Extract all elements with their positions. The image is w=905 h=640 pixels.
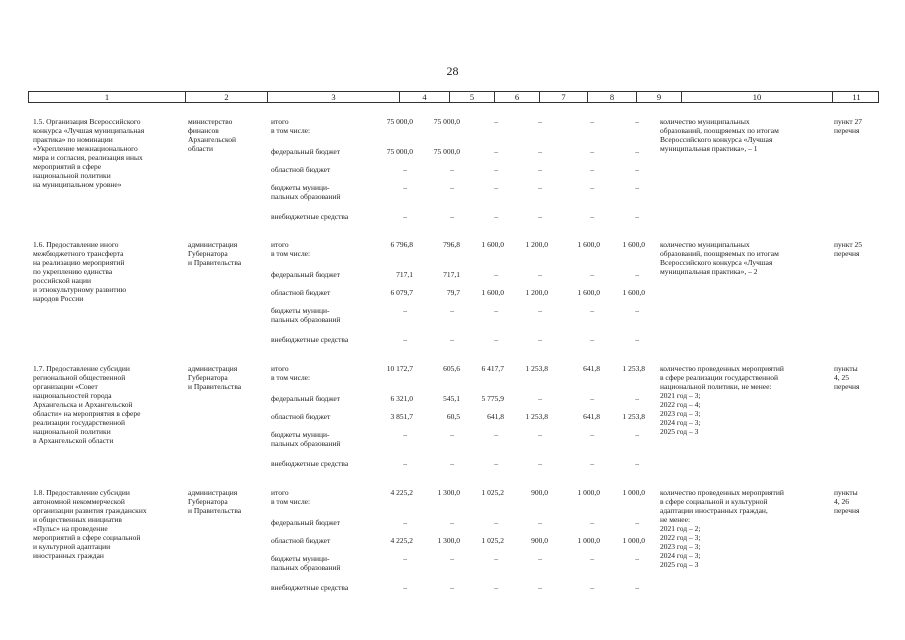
funding-value: 1 300,0 [437,536,460,545]
executor: администрация Губернатора и Правительства [188,488,242,515]
funding-value: – [450,306,454,315]
funding-source-label: внебюджетные средства [271,583,349,592]
funding-source-label: бюджеты муници- пальных образований [271,306,341,324]
funding-value: 5 775,9 [481,394,504,403]
list-reference: пункты 4, 25 перечня [834,364,860,391]
funding-value: – [635,430,639,439]
list-reference: пункты 4, 26 перечня [834,488,860,515]
funding-value: – [635,335,639,344]
funding-source-label: областной бюджет [271,536,331,545]
funding-source-label: внебюджетные средства [271,212,349,221]
funding-value: 1 253,8 [622,412,645,421]
measure-name: 1.6. Предоставление иного межбюджетного трансферта на реализацию мероприятий по укреплению единства российской нации и этнокультурному развитию народов России [33,240,127,303]
indicator-text: количество муниципальных образований, поощряемых по итогам Всероссийского конкурса «Лучшая муниципальная практика», – 2 [660,240,779,276]
funding-value: – [403,554,407,563]
funding-value: – [590,165,594,174]
indicator-text: количество проведенных мероприятий в сфере реализации государственной национальной политики, не менее: 2021 год – 3; 2022 год – 4; 2023 год – 3; 2024 год – 3; 2025 год – 3 [660,364,784,436]
funding-value: 75 000,0 [386,147,413,156]
page-number: 28 [446,64,459,78]
funding-value: – [450,165,454,174]
funding-value: – [494,430,498,439]
funding-value: 641,8 [583,412,600,421]
funding-value: 900,0 [531,488,548,497]
funding-value: – [590,335,594,344]
funding-source-label: бюджеты муници- пальных образований [271,430,341,448]
funding-value: – [403,518,407,527]
funding-source-label: бюджеты муници- пальных образований [271,183,341,201]
funding-source-label: итого в том числе: [271,488,311,506]
funding-value: 1 000,0 [577,536,600,545]
executor: министерство финансов Архангельской области [188,117,236,153]
funding-source-label: федеральный бюджет [271,147,341,156]
funding-value: – [635,583,639,592]
funding-value: – [590,394,594,403]
funding-value: – [635,554,639,563]
funding-value: – [494,147,498,156]
funding-value: 717,1 [396,270,413,279]
funding-source-label: областной бюджет [271,288,331,297]
funding-value: – [538,583,542,592]
column-header-10: 10 [681,92,832,102]
funding-value: – [538,335,542,344]
funding-value: 1 600,0 [481,240,504,249]
funding-source-label: областной бюджет [271,165,331,174]
funding-value: – [538,165,542,174]
funding-value: 3 851,7 [390,412,413,421]
funding-source-label: внебюджетные средства [271,459,349,468]
funding-value: – [538,554,542,563]
funding-value: 545,1 [443,394,460,403]
funding-value: – [538,306,542,315]
funding-value: 605,6 [443,364,460,373]
column-header-6: 6 [494,92,539,102]
funding-value: – [635,183,639,192]
measure-name: 1.5. Организация Всероссийского конкурса «Лучшая муниципальная практика» по номинации «Укрепление межнационального мира и согласия, реализация иных мероприятий в сфере национальной политики на муниципальном уровне» [33,117,145,189]
funding-value: – [590,430,594,439]
executor: администрация Губернатора и Правительства [188,240,242,267]
funding-value: 10 172,7 [386,364,413,373]
funding-value: – [494,306,498,315]
funding-value: – [403,183,407,192]
column-header-7: 7 [539,92,587,102]
funding-value: – [450,183,454,192]
column-header-1: 1 [104,92,110,102]
list-reference: пункт 27 перечня [834,117,862,135]
funding-value: 4 225,2 [390,536,413,545]
funding-value: – [635,165,639,174]
funding-value: – [403,165,407,174]
column-header-9: 9 [636,92,681,102]
funding-value: – [494,518,498,527]
funding-value: – [403,212,407,221]
funding-value: 1 200,0 [525,240,548,249]
funding-value: 1 253,8 [622,364,645,373]
funding-source-label: федеральный бюджет [271,518,341,527]
funding-value: – [403,306,407,315]
executor: администрация Губернатора и Правительства [188,364,242,391]
funding-value: – [590,147,594,156]
funding-value: – [590,583,594,592]
funding-value: 4 225,2 [390,488,413,497]
funding-value: – [494,335,498,344]
funding-value: – [590,212,594,221]
funding-value: 75 000,0 [433,147,460,156]
funding-value: 641,8 [487,412,504,421]
funding-value: – [635,117,639,126]
funding-value: 79,7 [446,288,460,297]
list-reference: пункт 25 перечня [834,240,862,258]
funding-value: – [538,147,542,156]
funding-value: – [494,117,498,126]
funding-value: – [403,335,407,344]
funding-value: – [635,459,639,468]
measure-name: 1.8. Предоставление субсидии автономной некоммерческой организации развития гражданских и общественных инициатив «Пульс» на проведение мероприятий в сфере социальной и культурной адаптации иностранных граждан [33,488,147,560]
funding-value: – [494,459,498,468]
column-header-8: 8 [587,92,636,102]
funding-value: – [538,518,542,527]
funding-value: 796,8 [443,240,460,249]
funding-source-label: итого в том числе: [271,364,311,382]
funding-value: 1 253,8 [525,364,548,373]
funding-value: – [450,554,454,563]
column-header-3: 3 [267,92,399,102]
column-header-2: 2 [185,92,267,102]
funding-value: 1 025,2 [481,536,504,545]
funding-value: – [450,430,454,439]
funding-value: – [538,117,542,126]
funding-value: – [635,518,639,527]
funding-value: – [494,270,498,279]
funding-value: 1 600,0 [622,288,645,297]
funding-value: – [403,459,407,468]
funding-value: – [635,306,639,315]
funding-value: – [538,270,542,279]
column-header-4: 4 [399,92,449,102]
funding-value: – [494,165,498,174]
funding-source-label: бюджеты муници- пальных образований [271,554,341,572]
funding-value: – [403,583,407,592]
funding-value: 6 796,8 [390,240,413,249]
funding-value: 6 321,0 [390,394,413,403]
funding-value: – [590,518,594,527]
funding-value: – [590,306,594,315]
funding-value: – [538,183,542,192]
funding-value: 1 253,8 [525,412,548,421]
funding-value: – [538,212,542,221]
funding-value: 1 000,0 [622,536,645,545]
funding-value: – [538,459,542,468]
funding-value: – [450,212,454,221]
indicator-text: количество муниципальных образований, поощряемых по итогам Всероссийского конкурса «Лучшая муниципальная практика», – 1 [660,117,779,153]
funding-value: 6 079,7 [390,288,413,297]
column-header-11: 11 [832,92,880,102]
funding-value: – [450,459,454,468]
funding-value: 1 000,0 [577,488,600,497]
measure-name: 1.7. Предоставление субсидии региональной общественной организации «Совет национальностей города Архангельска и Архангельской области» на мероприятия в сфере реализации государственной национальной политики в Архангельской области [33,364,141,445]
funding-value: 1 200,0 [525,288,548,297]
funding-source-label: федеральный бюджет [271,270,341,279]
funding-value: 717,1 [443,270,460,279]
funding-value: 1 600,0 [577,240,600,249]
indicator-text: количество проведенных мероприятий в сфере социальной и культурной адаптации иностранных граждан, не менее: 2021 год – 2; 2022 год – 3; 2023 год – 3; 2024 год – 3; 2025 год – 3 [660,488,784,569]
funding-value: 1 300,0 [437,488,460,497]
funding-value: 1 600,0 [577,288,600,297]
funding-value: – [538,394,542,403]
funding-value: – [494,583,498,592]
funding-value: – [590,554,594,563]
funding-source-label: внебюджетные средства [271,335,349,344]
funding-value: 75 000,0 [433,117,460,126]
funding-value: 641,8 [583,364,600,373]
funding-value: 6 417,7 [481,364,504,373]
funding-source-label: итого в том числе: [271,240,311,258]
column-header-5: 5 [449,92,494,102]
funding-value: 1 600,0 [622,240,645,249]
funding-value: – [538,430,542,439]
funding-value: – [450,583,454,592]
funding-value: – [450,335,454,344]
funding-value: 75 000,0 [386,117,413,126]
funding-value: – [494,183,498,192]
funding-value: – [635,212,639,221]
funding-value: – [590,183,594,192]
funding-value: – [590,117,594,126]
funding-value: 1 600,0 [481,288,504,297]
funding-value: – [590,270,594,279]
funding-value: – [635,394,639,403]
funding-source-label: итого в том числе: [271,117,311,135]
funding-value: 60,5 [446,412,460,421]
funding-source-label: федеральный бюджет [271,394,341,403]
funding-value: 1 025,2 [481,488,504,497]
funding-value: – [494,554,498,563]
funding-value: 900,0 [531,536,548,545]
funding-source-label: областной бюджет [271,412,331,421]
column-header-row [28,91,879,103]
funding-value: – [590,459,594,468]
funding-value: – [494,212,498,221]
funding-value: – [450,518,454,527]
funding-value: – [635,147,639,156]
funding-value: – [403,430,407,439]
funding-value: 1 000,0 [622,488,645,497]
funding-value: – [635,270,639,279]
